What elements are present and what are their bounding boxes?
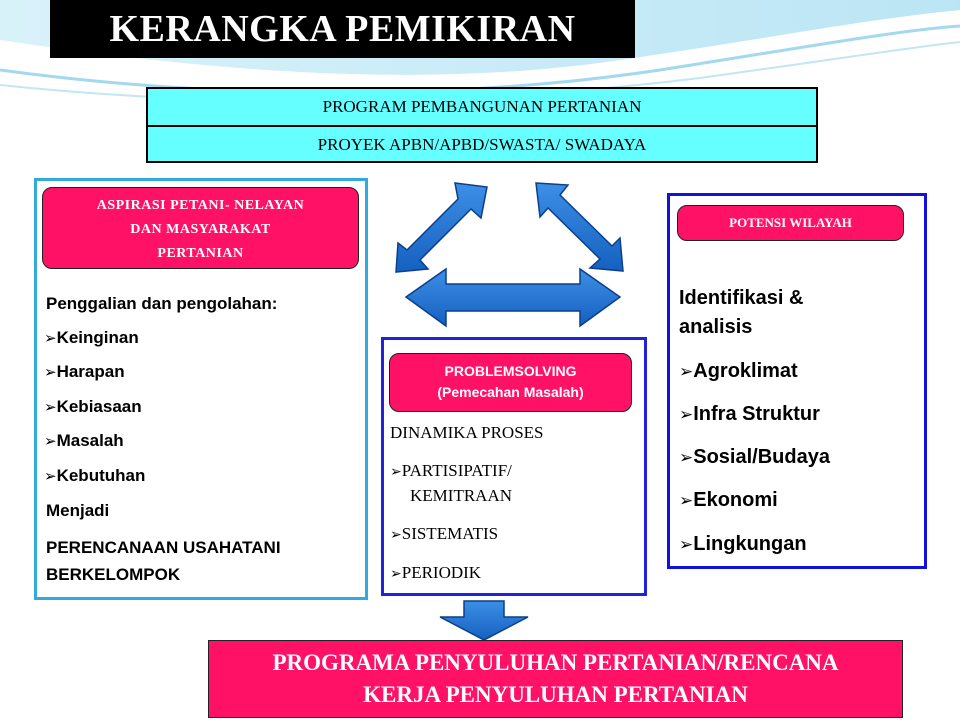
problemsolving-header-line: (Pemecahan Masalah) (437, 384, 584, 400)
page-title: KERANGKA PEMIKIRAN (50, 0, 635, 58)
programa-result-line: KERJA PENYULUHAN PERTANIAN (363, 682, 748, 707)
list-item: ➢Agroklimat (679, 360, 798, 382)
list-item: ➢PARTISIPATIF/ (390, 461, 512, 480)
program-row-pembangunan: PROGRAM PEMBANGUNAN PERTANIAN (148, 89, 816, 127)
list-item: ➢Lingkungan (679, 533, 807, 555)
bullet-arrow-icon: ➢ (390, 464, 402, 480)
bullet-arrow-icon: ➢ (679, 491, 694, 511)
bullet-arrow-icon: ➢ (44, 329, 57, 347)
bullet-arrow-icon: ➢ (44, 467, 57, 485)
list-item: ➢Keinginan (44, 328, 139, 347)
aspirasi-result-line: PERENCANAAN USAHATANI (46, 538, 281, 557)
program-row-proyek: PROYEK APBN/APBD/SWASTA/ SWADAYA (317, 135, 647, 154)
bullet-arrow-icon: ➢ (44, 398, 57, 416)
horizontal-arrow (406, 269, 620, 326)
diagonal-arrow-right (536, 183, 623, 271)
bullet-arrow-icon: ➢ (679, 448, 694, 468)
aspirasi-header (42, 187, 359, 269)
programa-result-box (208, 640, 903, 718)
bullet-arrow-icon: ➢ (44, 432, 57, 450)
programa-result-line: PROGRAMA PENYULUHAN PERTANIAN/RENCANA (272, 650, 839, 675)
list-item: ➢Infra Struktur (679, 403, 820, 425)
list-item: ➢Harapan (44, 362, 125, 381)
dinamika-intro: DINAMIKA PROSES (390, 423, 544, 442)
potensi-intro-line: analisis (679, 316, 753, 338)
potensi-intro-line: Identifikasi & (679, 287, 804, 309)
bullet-arrow-icon: ➢ (679, 362, 694, 382)
list-item-continuation: KEMITRAAN (410, 486, 512, 505)
list-item: ➢SISTEMATIS (390, 524, 499, 543)
list-item: ➢Masalah (44, 431, 124, 450)
potensi-header: POTENSI WILAYAH (677, 205, 904, 241)
diagonal-arrow-left (396, 183, 487, 272)
bullet-arrow-icon: ➢ (679, 405, 694, 425)
list-item: ➢Kebutuhan (44, 466, 146, 485)
list-item: ➢PERIODIK (390, 563, 482, 582)
aspirasi-header-line: ASPIRASI PETANI- NELAYAN (96, 198, 305, 213)
aspirasi-connector: Menjadi (46, 501, 110, 520)
list-item: ➢Sosial/Budaya (679, 446, 830, 468)
aspirasi-header-line: PERTANIAN (157, 246, 244, 261)
aspirasi-intro: Penggalian dan pengolahan: (46, 294, 278, 313)
down-arrow (440, 601, 528, 640)
bullet-arrow-icon: ➢ (390, 527, 402, 543)
problemsolving-header (389, 353, 632, 412)
bullet-arrow-icon: ➢ (390, 566, 402, 582)
list-item: ➢Ekonomi (679, 489, 778, 511)
problemsolving-header-line: PROBLEMSOLVING (444, 363, 577, 379)
bullet-arrow-icon: ➢ (679, 535, 694, 555)
aspirasi-header-line: DAN MASYARAKAT (130, 222, 271, 237)
bullet-arrow-icon: ➢ (44, 363, 57, 381)
aspirasi-result-line: BERKELOMPOK (46, 565, 181, 584)
list-item: ➢Kebiasaan (44, 397, 142, 416)
